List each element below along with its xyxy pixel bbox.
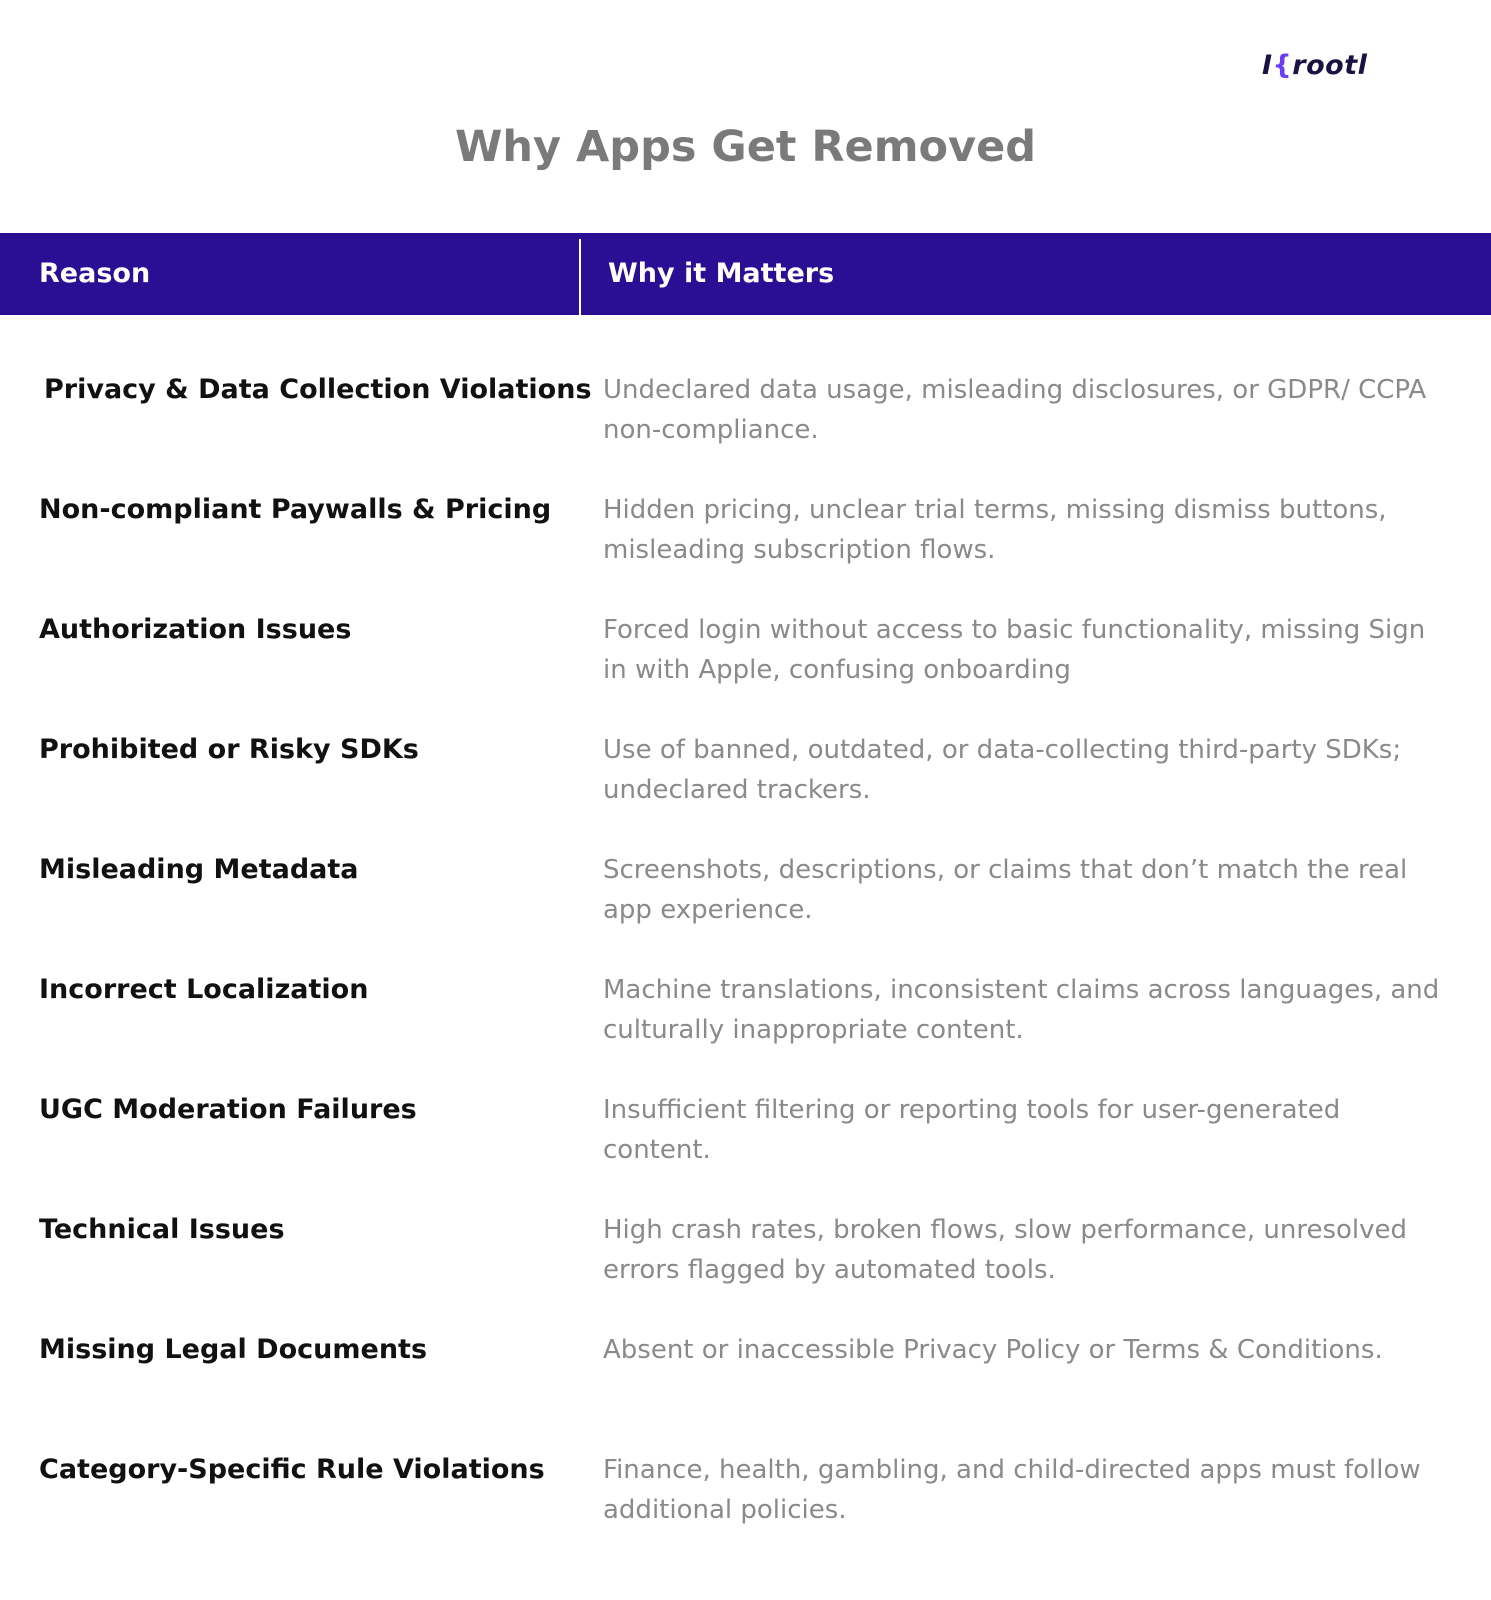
column-header-why: Why it Matters [608,258,835,289]
reason-cell: Incorrect Localization [39,974,369,1005]
reason-cell: Non-compliant Paywalls & Pricing [39,494,552,525]
page-title: Why Apps Get Removed [454,122,1037,172]
table-row [0,850,1491,970]
reason-cell: Authorization Issues [39,614,352,645]
table-row [0,370,1491,490]
reason-cell: Category-Specific Rule Violations [39,1454,545,1485]
table-body [0,370,1491,1570]
table-row [0,1450,1491,1570]
reason-cell: Prohibited or Risky SDKs [39,734,419,765]
table-row [0,730,1491,850]
table-row [0,970,1491,1090]
brand-logo [1262,50,1367,81]
why-cell: Hidden pricing, unclear trial terms, missing dismiss buttons, misleading subscription flows. [603,495,1387,565]
reason-cell: Technical Issues [39,1214,285,1245]
why-cell: Screenshots, descriptions, or claims that don’t match the real app experience. [603,855,1408,925]
logo-prefix: I [1262,50,1273,81]
why-cell: Absent or inaccessible Privacy Policy or Terms & Conditions. [603,1335,1383,1365]
why-cell: Insufficient filtering or reporting tools for user-generated content. [603,1095,1341,1165]
column-divider [579,239,581,315]
column-header-reason: Reason [39,258,151,289]
reason-cell: Missing Legal Documents [39,1334,428,1365]
why-cell: High crash rates, broken flows, slow performance, unresolved errors flagged by automated tools. [603,1215,1408,1285]
logo-suffix: rootl [1292,50,1368,81]
table-row [0,1330,1491,1450]
why-cell: Forced login without access to basic functionality, missing Sign in with Apple, confusing onboarding [603,615,1426,685]
reason-cell: Misleading Metadata [39,854,359,885]
why-cell: Use of banned, outdated, or data-collecting third-party SDKs; undeclared trackers. [603,735,1402,805]
reason-cell: UGC Moderation Failures [39,1094,417,1125]
why-cell: Machine translations, inconsistent claims across languages, and culturally inappropriate content. [603,975,1440,1045]
why-cell: Undeclared data usage, misleading disclosures, or GDPR/ CCPA non-compliance. [603,375,1427,445]
table-row [0,610,1491,730]
table-row [0,1090,1491,1210]
reason-cell: Privacy & Data Collection Violations [44,374,592,405]
table-header [0,233,1491,315]
table-row [0,490,1491,610]
logo-accent: { [1272,50,1293,81]
why-cell: Finance, health, gambling, and child-directed apps must follow additional policies. [603,1455,1421,1525]
table-row [0,1210,1491,1330]
